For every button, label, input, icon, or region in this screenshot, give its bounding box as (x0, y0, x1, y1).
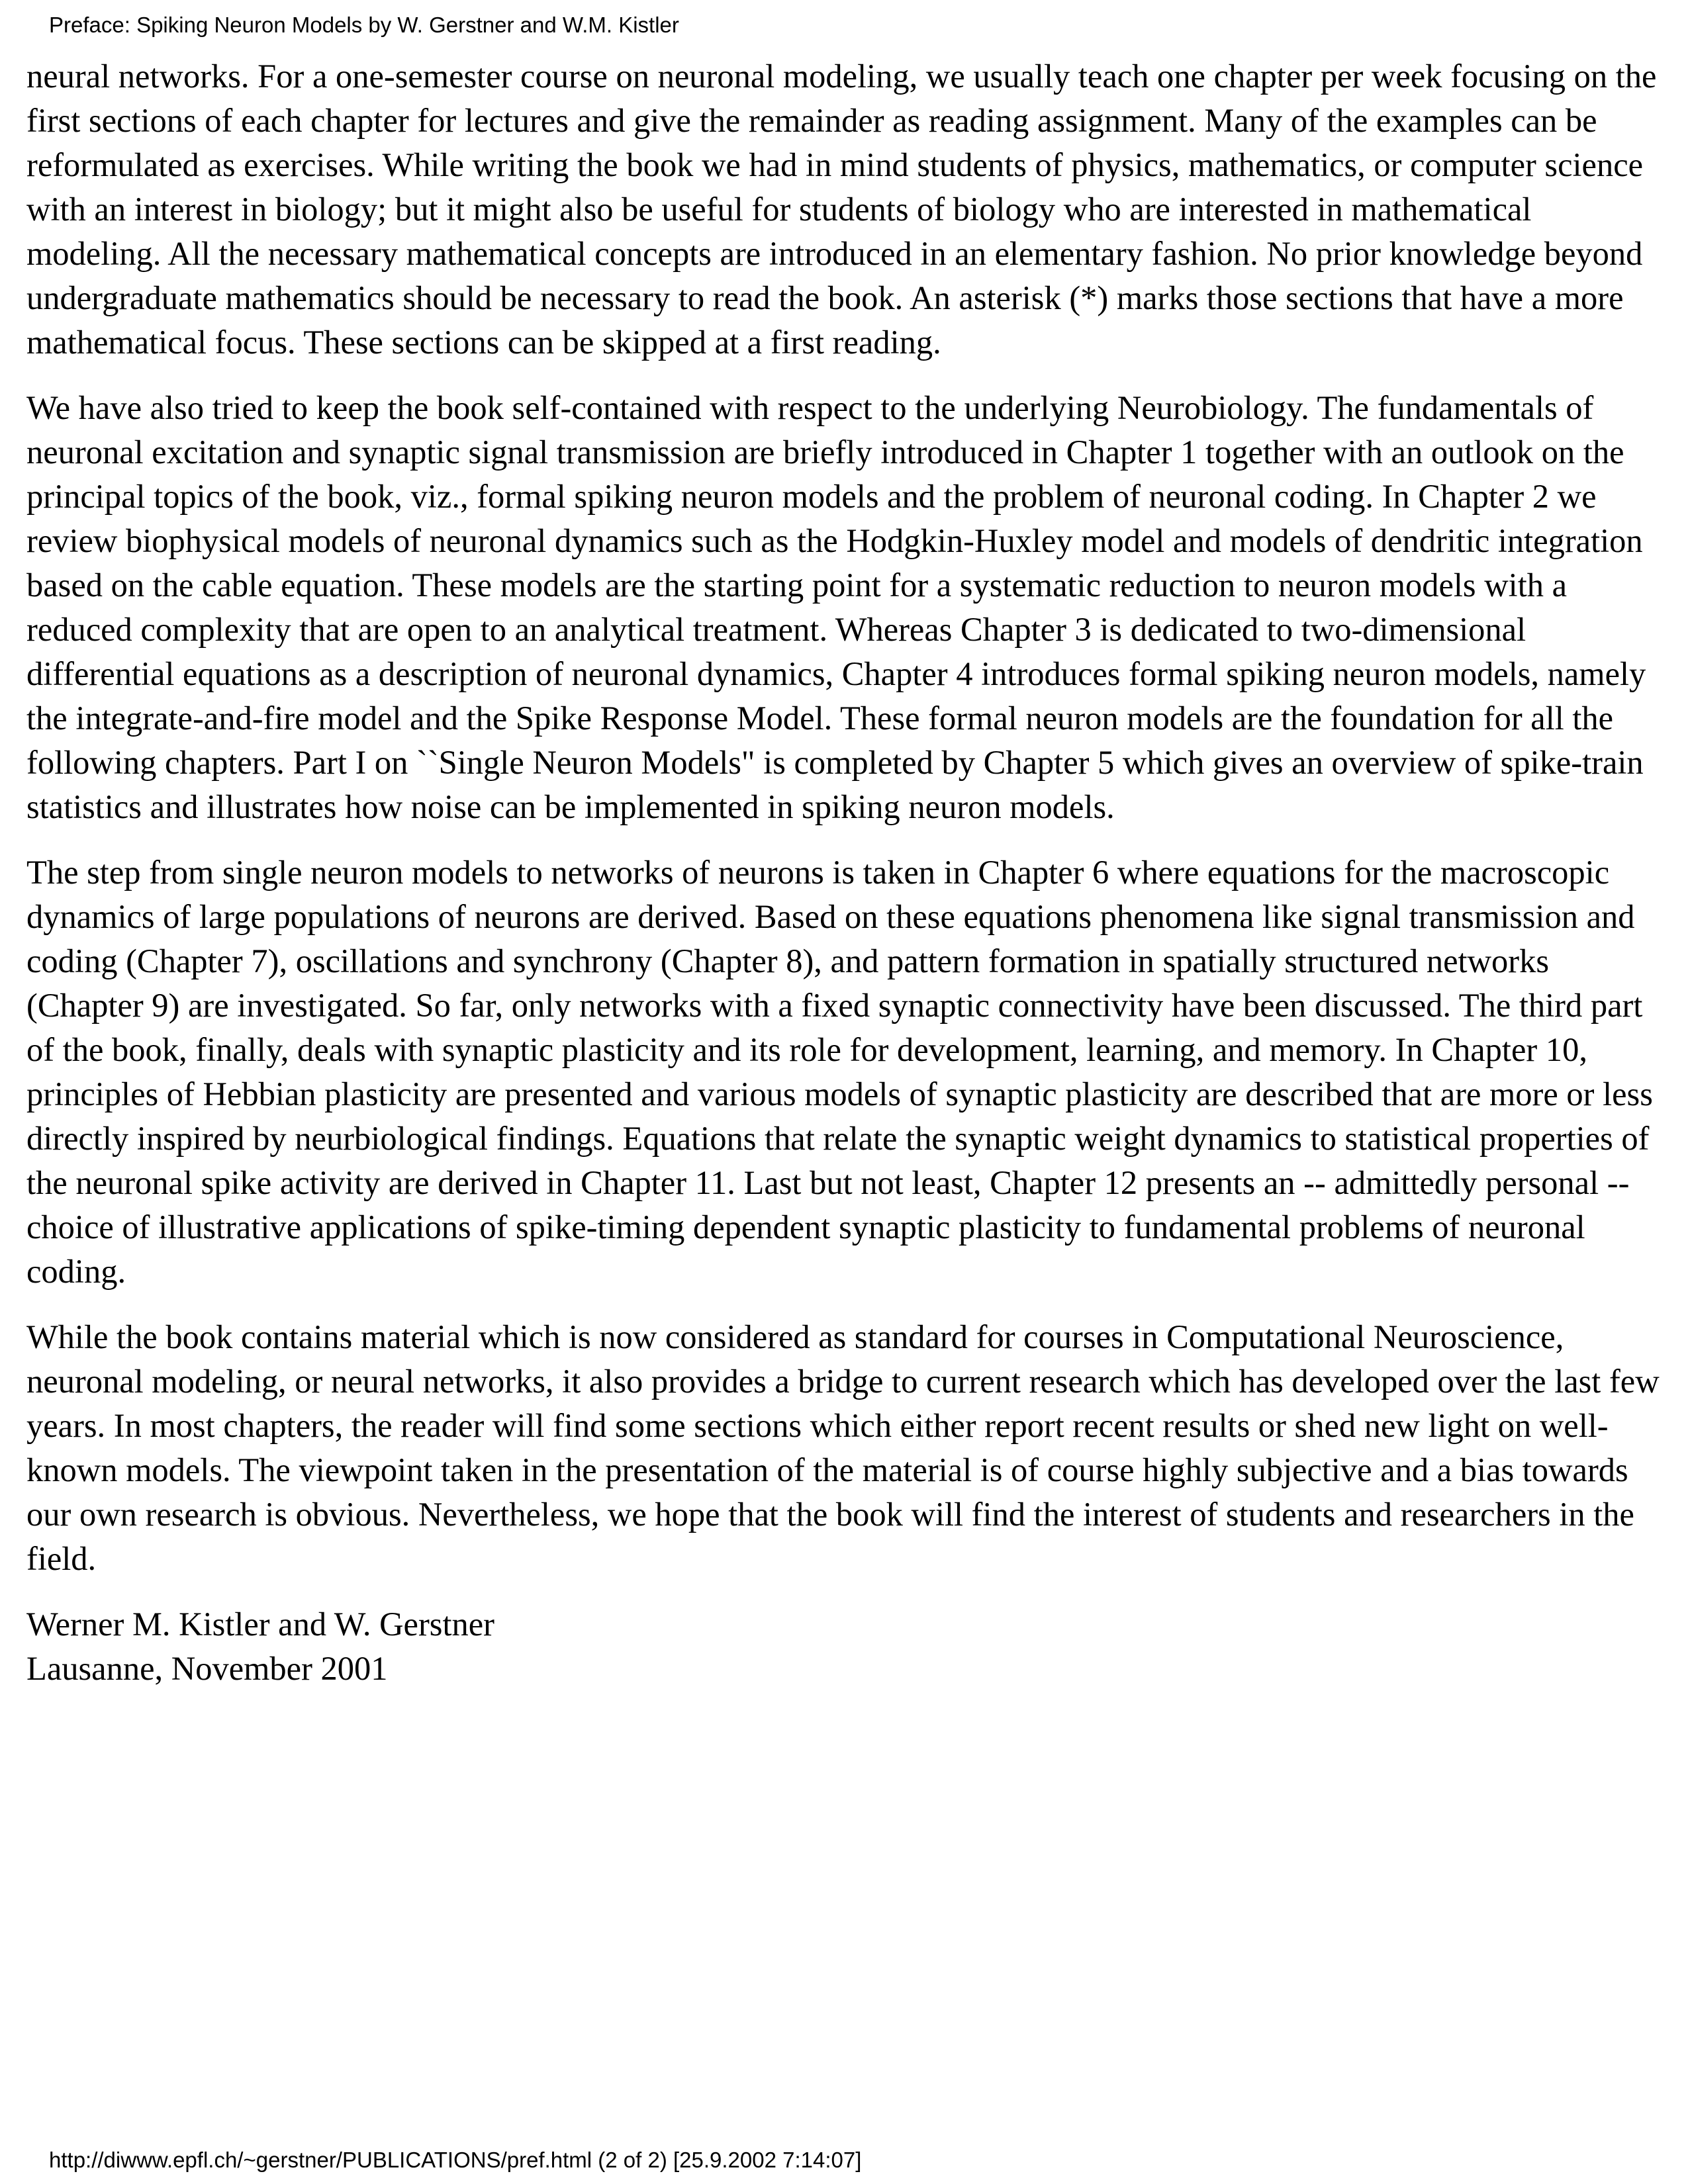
paragraph-network-chapters: The step from single neuron models to networks of neurons is taken in Chapter 6 where equations for the macroscopic dynamics of large populations of neurons are derived. Based on these equations phenomena like signal transmission and coding (Chapter 7), oscillations and synchrony (Chapter 8), and pattern formation in spatially structured networks (Chapter 9) are investigated. So far, only networks with a fixed synaptic connectivity have been discussed. The third part of the book, finally, deals with synaptic plasticity and its role for development, learning, and memory. In Chapter 10, principles of Hebbian plasticity are presented and various models of synaptic plasticity are described that are more or less directly inspired by neurbiological findings. Equations that relate the synaptic weight dynamics to statistical properties of the neuronal spike activity are derived in Chapter 11. Last but not least, Chapter 12 presents an -- admittedly personal -- choice of illustrative applications of spike-timing dependent synaptic plasticity to fundamental problems of neuronal coding. (26, 854, 1653, 1290)
print-footer-url: http://diwww.epfl.ch/~gerstner/PUBLICATIONS/pref.html (2 of 2) [25.9.2002 7:14:07] (49, 2148, 862, 2172)
print-header-title: Preface: Spiking Neuron Models by W. Gerstner and W.M. Kistler (49, 13, 679, 37)
paragraph-research-bridge: While the book contains material which is now considered as standard for courses in Computational Neuroscience, neuronal modeling, or neural networks, it also provides a bridge to current research which has developed over the last few years. In most chapters, the reader will find some sections which either report recent results or shed new light on well-known models. The viewpoint taken in the presentation of the material is of course highly subjective and a bias towards our own research is obvious. Nevertheless, we hope that the book will find the interest of students and researchers in the field. (26, 1318, 1660, 1577)
signature-place-date: Lausanne, November 2001 (26, 1650, 388, 1687)
paragraph-neurobiology-overview: We have also tried to keep the book self-contained with respect to the underlying Neurobiology. The fundamentals of neuronal excitation and synaptic signal transmission are briefly introduced in Chapter 1 together with an outlook on the principal topics of the book, viz., formal spiking neuron models and the problem of neuronal coding. In Chapter 2 we review biophysical models of neuronal dynamics such as the Hodgkin-Huxley model and models of dendritic integration based on the cable equation. These models are the starting point for a systematic reduction to neuron models with a reduced complexity that are open to an analytical treatment. Whereas Chapter 3 is dedicated to two-dimensional differential equations as a description of neuronal dynamics, Chapter 4 introduces formal spiking neuron models, namely the integrate-and-fire model and the Spike Response Model. These formal neuron models are the foundation for all the following chapters. Part I on ``Single Neuron Models" is completed by Chapter 5 which gives an overview of spike-train statistics and illustrates how noise can be implemented in spiking neuron models. (26, 389, 1646, 825)
preface-body (26, 54, 1668, 1712)
paragraph-course-usage: neural networks. For a one-semester course on neuronal modeling, we usually teach one chapter per week focusing on the first sections of each chapter for lectures and give the remainder as reading assignment. Many of the examples can be reformulated as exercises. While writing the book we had in mind students of physics, mathematics, or computer science with an interest in biology; but it might also be useful for students of biology who are interested in mathematical modeling. All the necessary mathematical concepts are introduced in an elementary fashion. No prior knowledge beyond undergraduate mathematics should be necessary to read the book. An asterisk (*) marks those sections that have a more mathematical focus. These sections can be skipped at a first reading. (26, 58, 1657, 361)
signature-authors: Werner M. Kistler and W. Gerstner (26, 1606, 494, 1643)
signature-block (26, 1602, 1668, 1691)
